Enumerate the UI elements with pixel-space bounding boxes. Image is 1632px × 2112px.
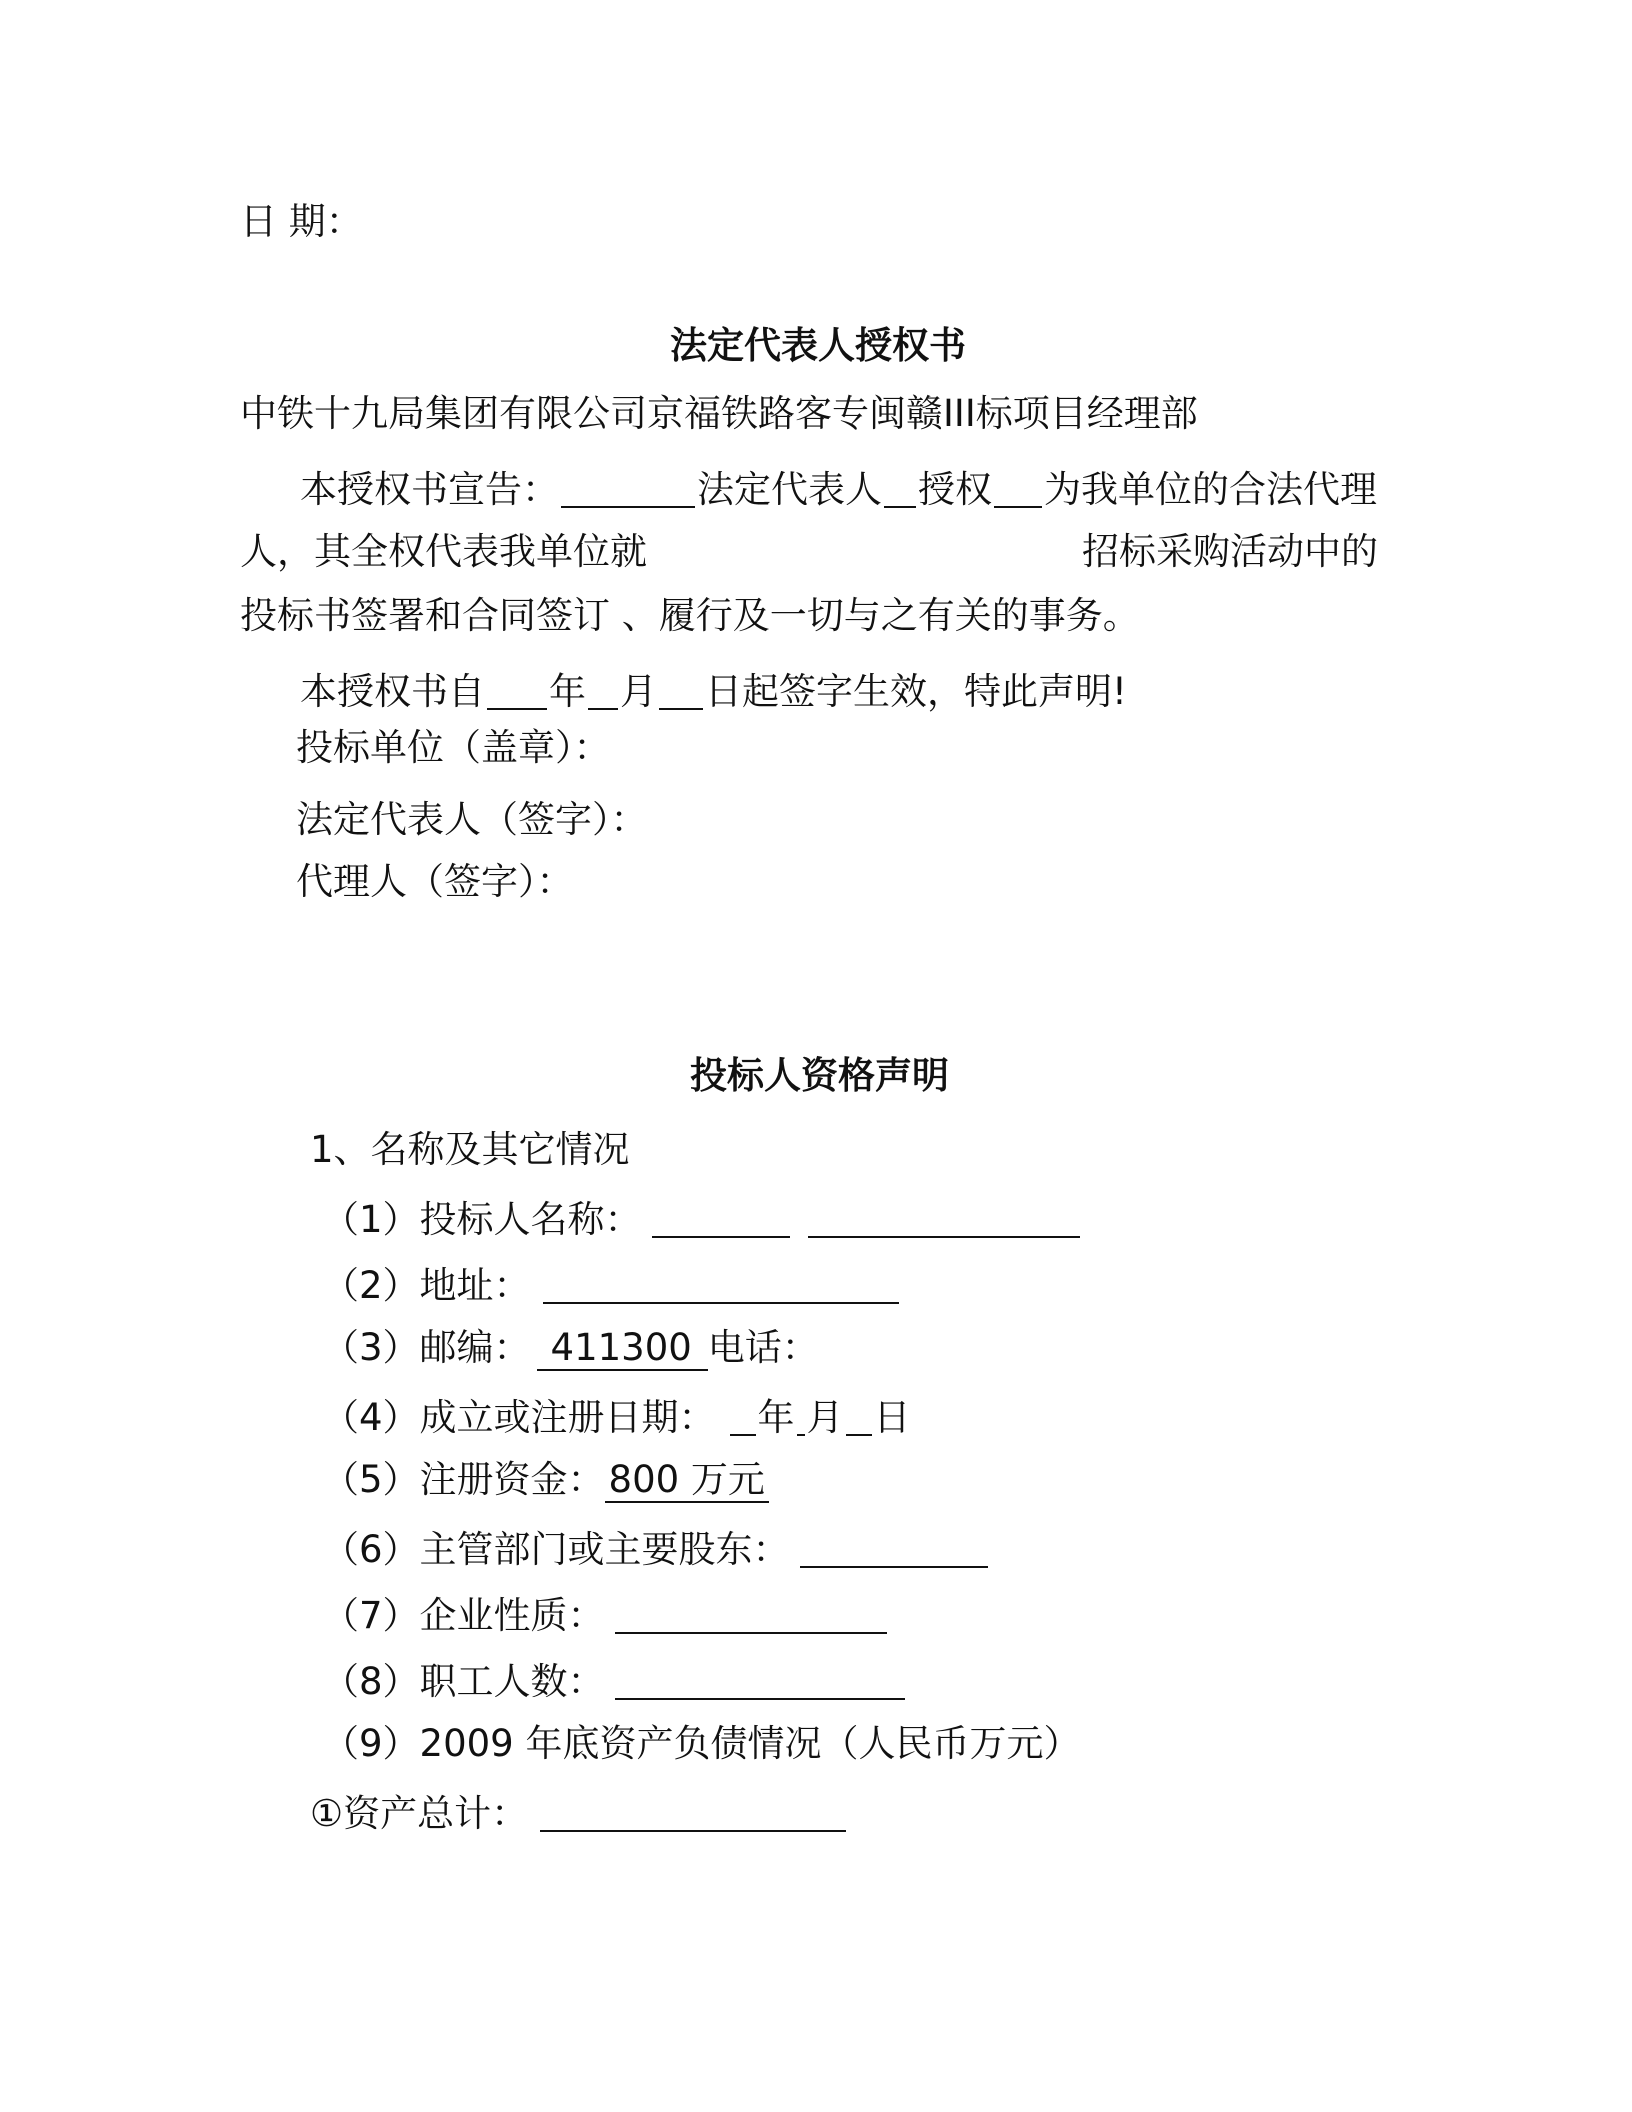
auth-recipient: 中铁十九局集团有限公司京福铁路客专闽赣III标项目经理部 <box>240 392 1198 435</box>
qual-item-3 <box>322 1324 819 1372</box>
sig-legal-rep: 法定代表人（签字）： <box>296 798 648 841</box>
auth-declare-text: 本授权书宣告： <box>300 468 559 511</box>
phone-label: 电话： <box>707 1326 819 1369</box>
auth-paragraph-line2-b: 招标采购活动中的 <box>1082 530 1378 573</box>
effective-year-blank <box>487 664 547 710</box>
legal-rep-blank <box>884 462 916 508</box>
date-label: 日 期： <box>240 200 363 243</box>
qual-item-5 <box>322 1456 769 1504</box>
auth-title: 法定代表人授权书 <box>670 324 966 367</box>
address-label: （2）地址： <box>322 1264 531 1307</box>
qual-item-9: （9）2009 年底资产负债情况（人民币万元） <box>322 1722 1081 1765</box>
qual-title: 投标人资格声明 <box>690 1054 949 1097</box>
qual-item-6 <box>322 1522 990 1570</box>
register-year-blank <box>730 1390 756 1436</box>
register-month-blank <box>797 1390 805 1436</box>
qual-item-7 <box>322 1588 889 1636</box>
qual-item-1 <box>322 1192 1082 1240</box>
register-day-blank <box>846 1390 872 1436</box>
sig-bidder-unit: 投标单位（盖章）： <box>296 726 611 769</box>
effective-month-blank <box>588 664 618 710</box>
bidder-name-blank-1 <box>652 1192 790 1238</box>
sig-agent: 代理人（签字）： <box>296 860 574 903</box>
registered-capital-label: （5）注册资金： <box>322 1458 605 1501</box>
effective-day-text: 日起签字生效，特此声明! <box>705 670 1127 713</box>
bidder-name-blank-2 <box>808 1192 1080 1238</box>
effective-year-text: 年 <box>549 670 586 713</box>
qual-sub-item-1 <box>310 1786 848 1834</box>
register-date-label: （4）成立或注册日期： <box>322 1396 716 1439</box>
agent-blank <box>994 462 1042 508</box>
register-year-text: 年 <box>757 1396 795 1439</box>
auth-paragraph-line2-a: 人，其全权代表我单位就 <box>240 530 647 573</box>
employee-count-label: （8）职工人数： <box>322 1660 605 1703</box>
authorize-text: 授权 <box>918 468 992 511</box>
shareholder-label: （6）主管部门或主要股东： <box>322 1528 790 1571</box>
qual-item-4 <box>322 1390 911 1438</box>
shareholder-blank <box>800 1522 988 1568</box>
postcode-value: 411300 <box>537 1327 708 1371</box>
total-assets-blank <box>540 1786 846 1832</box>
legal-rep-text: 法定代表人 <box>697 468 882 511</box>
auth-paragraph-line1 <box>300 462 1377 510</box>
enterprise-nature-label: （7）企业性质： <box>322 1594 605 1637</box>
qual-item-8 <box>322 1654 907 1702</box>
auth-paragraph-line3: 投标书签署和合同签订 、履行及一切与之有关的事务。 <box>240 594 1140 637</box>
effective-from-text: 本授权书自 <box>300 670 485 713</box>
auth-effective-line <box>300 664 1127 712</box>
qual-item-2 <box>322 1258 901 1306</box>
qual-section-1: 1、名称及其它情况 <box>310 1128 630 1171</box>
register-day-text: 日 <box>873 1396 911 1439</box>
effective-day-blank <box>659 664 703 710</box>
address-blank <box>543 1258 899 1304</box>
postcode-label: （3）邮编： <box>322 1326 531 1369</box>
registered-capital-value: 800 万元 <box>605 1459 769 1503</box>
total-assets-label: ①资产总计： <box>310 1792 529 1835</box>
register-month-text: 月 <box>806 1396 844 1439</box>
bidder-name-label: （1）投标人名称： <box>322 1198 642 1241</box>
employee-count-blank <box>615 1654 905 1700</box>
effective-month-text: 月 <box>620 670 657 713</box>
enterprise-nature-blank <box>615 1588 887 1634</box>
principal-blank <box>561 462 695 508</box>
legal-agent-text: 为我单位的合法代理 <box>1044 468 1377 511</box>
